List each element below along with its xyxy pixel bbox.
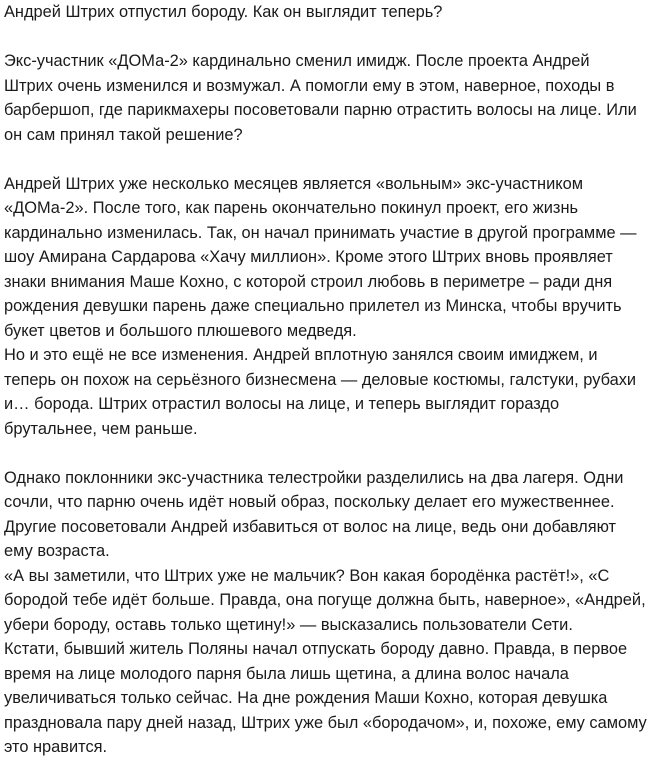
paragraph-quotes: [4, 564, 664, 638]
text-line: Однако поклонники экс-участника телестройки разделились на два лагеря. Одни: [4, 468, 624, 487]
text-line: увеличиваться только сейчас. На дне рождения Маши Кохно, которая девушка: [4, 689, 608, 707]
text-line: и… борода. Штрих отрастил волосы на лице, и теперь выглядит гораздо: [4, 395, 560, 413]
text-line: Другие посоветовали Андрей избавиться от волос на лице, ведь они добавляют: [4, 517, 617, 536]
text-line: бородой тебе идёт больше. Правда, она погуще должна быть, наверное», «Андрей,: [4, 591, 646, 609]
text-line: «А вы заметили, что Штрих уже не мальчик? Вон какая бородёнка растёт!», «С: [4, 566, 610, 585]
text-line: праздновала пару дней назад, Штрих уже был «бородачом», и, похоже, ему самому: [4, 713, 647, 732]
text-line: время на лице молодого парня была лишь щетина, а длина волос начала: [4, 664, 569, 683]
article-title: Андрей Штрих отпустил бороду. Как он выглядит теперь?: [4, 3, 443, 21]
text-line: Кстати, бывший житель Поляны начал отпускать бороду давно. Правда, в первое: [4, 640, 628, 658]
text-line: брутальнее, чем раньше.: [4, 419, 198, 438]
text-line: «ДОМа-2». После того, как парень окончательно покинул проект, его жизнь: [4, 199, 579, 217]
text-line: букет цветов и большого плюшевого медведя.: [4, 321, 357, 340]
text-line: ему возраста.: [4, 542, 110, 560]
text-line: рождения девушки парень даже специально прилетел из Минска, чтобы вручить: [4, 297, 622, 315]
paragraph-changes: [4, 172, 664, 344]
text-line: кардинально изменилась. Так, он начал принимать участие в другой программе —: [4, 223, 637, 242]
text-line: Штрих очень изменился и возмужал. А помогли ему в этом, наверное, походы в: [4, 76, 615, 95]
text-line: Андрей Штрих уже несколько месяцев является «вольным» экс-участником: [4, 174, 583, 193]
paragraph-spacer: [4, 25, 664, 50]
text-line: Экс-участник «ДОМа-2» кардинально сменил имидж. После проекта Андрей: [4, 52, 590, 70]
paragraph-fans: [4, 466, 664, 564]
text-line: знаки внимания Маше Кохно, с которой строил любовь в периметре – ради дня: [4, 272, 613, 291]
paragraph-spacer: [4, 147, 664, 172]
text-line: он сам принял такой решение?: [4, 125, 243, 144]
paragraph-image: [4, 343, 664, 441]
text-line: Но и это ещё не все изменения. Андрей вплотную занялся своим имиджем, и: [4, 346, 598, 364]
text-line: сочли, что парню очень идёт новый образ, поскольку делает его мужественнее.: [4, 493, 615, 511]
text-line: это нравится.: [4, 738, 108, 756]
text-line: теперь он похож на серьёзного бизнесмена — деловые костюмы, галстуки, рубахи: [4, 370, 637, 389]
text-line: убери бороду, оставь только щетину!» — высказались пользователи Сети.: [4, 615, 573, 634]
paragraph-beard-history: [4, 637, 664, 760]
paragraph-intro: [4, 49, 664, 147]
text-line: шоу Амирана Сардарова «Хачу миллион». Кроме этого Штрих вновь проявляет: [4, 248, 613, 266]
text-line: барбершоп, где парикмахеры посоветовали парню отрастить волосы на лице. Или: [4, 101, 637, 119]
paragraph-spacer: [4, 441, 664, 466]
